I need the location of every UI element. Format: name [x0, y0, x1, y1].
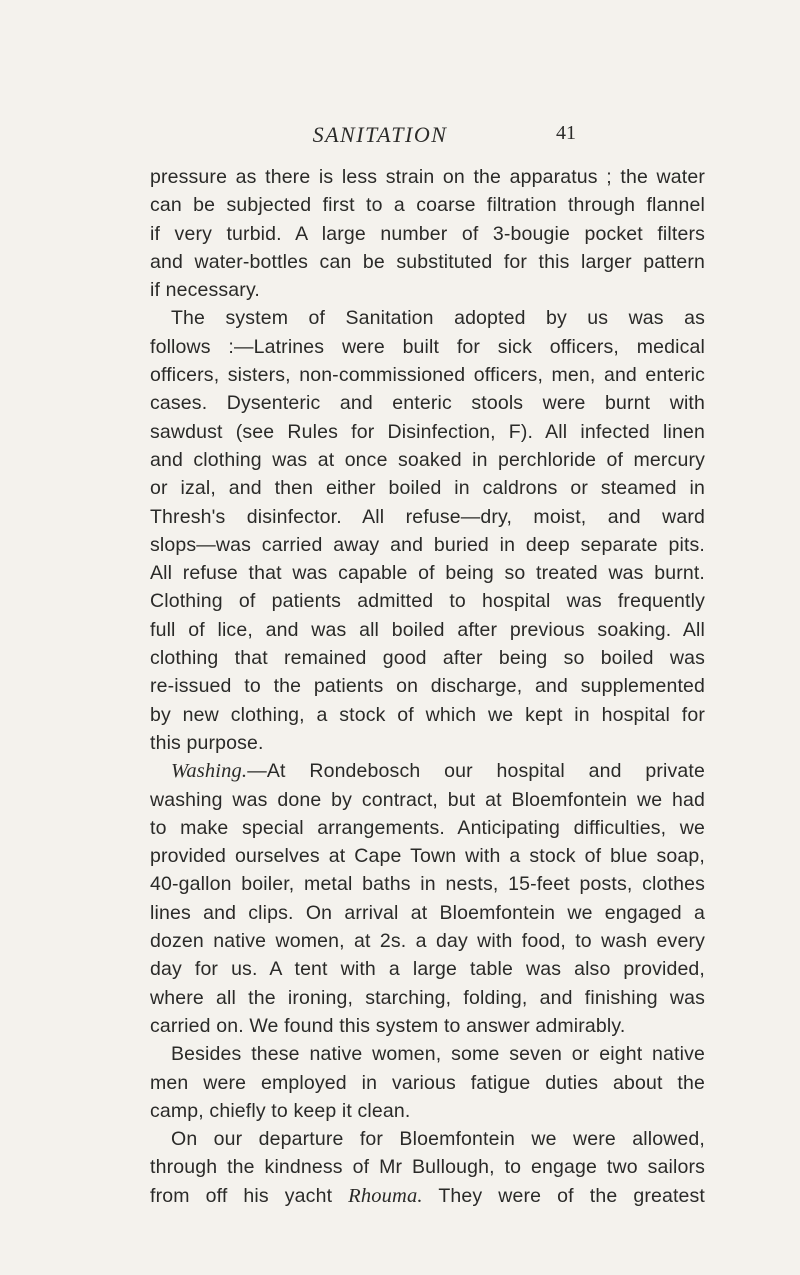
page-number: 41	[556, 122, 576, 144]
line-text: this purpose.	[150, 731, 264, 754]
line-text: Clothing of patients admitted to hospital was frequently	[150, 590, 705, 613]
text-line	[150, 559, 705, 587]
text-line	[150, 1182, 705, 1210]
text-line	[150, 1012, 705, 1040]
text-line	[150, 729, 705, 757]
line-text: follows :—Latrines were built for sick officers, medical	[150, 335, 705, 358]
line-text: or izal, and then either boiled in caldrons or steamed in	[150, 477, 705, 500]
text-line	[150, 786, 705, 814]
text-line	[150, 616, 705, 644]
line-text: carried on. We found this system to answer admirably.	[150, 1014, 626, 1037]
line-text: from off his yacht	[150, 1184, 333, 1207]
line-text: men were employed in various fatigue duties about the	[150, 1071, 705, 1094]
text-line	[150, 446, 705, 474]
line-text: camp, chiefly to keep it clean.	[150, 1099, 411, 1122]
text-line	[150, 927, 705, 955]
line-text: pressure as there is less strain on the apparatus ; the water	[150, 166, 705, 188]
italic-heading: Washing.	[171, 760, 248, 783]
line-text: The system of Sanitation adopted by us was as	[171, 307, 705, 330]
line-text: 40-gallon boiler, metal baths in nests, 15-feet posts, clothes	[150, 873, 705, 896]
line-text: re-issued to the patients on discharge, and supplemented	[150, 675, 705, 698]
text-line	[150, 1040, 705, 1068]
text-line	[150, 304, 705, 332]
text-line	[150, 1069, 705, 1097]
line-text: —At Rondebosch our hospital and private	[247, 760, 705, 783]
text-line	[150, 955, 705, 983]
line-text: through the kindness of Mr Bullough, to engage two sailors	[150, 1156, 705, 1179]
text-line	[150, 842, 705, 870]
line-text: On our departure for Bloemfontein we were allowed,	[171, 1128, 705, 1151]
line-text: can be subjected first to a coarse filtration through flannel	[150, 194, 705, 217]
text-line	[150, 757, 705, 785]
text-line	[150, 276, 705, 304]
line-text: lines and clips. On arrival at Bloemfontein we engaged a	[150, 901, 705, 924]
line-text: Besides these native women, some seven or eight native	[171, 1043, 705, 1066]
text-line	[150, 248, 705, 276]
line-text: and clothing was at once soaked in perchloride of mercury	[150, 448, 705, 471]
line-text: slops—was carried away and buried in deep separate pits.	[150, 533, 705, 556]
line-text: provided ourselves at Cape Town with a stock of blue soap,	[150, 845, 705, 868]
line-text: where all the ironing, starching, folding, and finishing was	[150, 986, 705, 1009]
line-text: sawdust (see Rules for Disinfection, F). All infected linen	[150, 420, 705, 443]
text-line	[150, 1097, 705, 1125]
body-text	[150, 163, 705, 1210]
line-text: cases. Dysenteric and enteric stools were burnt with	[150, 392, 705, 415]
line-text: and water-bottles can be substituted for this larger pattern	[150, 250, 705, 273]
text-line	[150, 163, 705, 191]
text-line	[150, 531, 705, 559]
line-text: clothing that remained good after being so boiled was	[150, 647, 705, 670]
line-text: Thresh's disinfector. All refuse—dry, moist, and ward	[150, 505, 705, 528]
text-line	[150, 1153, 705, 1181]
chapter-title: SANITATION	[312, 122, 448, 147]
line-text: to make special arrangements. Anticipating difficulties, we	[150, 816, 705, 839]
line-text: officers, sisters, non-commissioned officers, men, and enteric	[150, 364, 705, 387]
line-text: day for us. A tent with a large table was also provided,	[150, 958, 705, 981]
italic-name: Rhouma.	[348, 1184, 423, 1207]
text-line	[150, 503, 705, 531]
line-text: washing was done by contract, but at Bloemfontein we had	[150, 788, 705, 811]
text-line	[150, 701, 705, 729]
line-text: if very turbid. A large number of 3-bougie pocket filters	[150, 222, 705, 245]
text-line	[150, 474, 705, 502]
text-line	[150, 814, 705, 842]
text-line	[150, 418, 705, 446]
text-line	[150, 191, 705, 219]
running-header	[0, 122, 800, 152]
text-line	[150, 672, 705, 700]
text-line	[150, 644, 705, 672]
text-line	[150, 899, 705, 927]
text-line	[150, 587, 705, 615]
line-text: if necessary.	[150, 279, 260, 302]
line-text: dozen native women, at 2s. a day with food, to wash every	[150, 930, 705, 953]
text-line	[150, 361, 705, 389]
text-line	[150, 984, 705, 1012]
text-line	[150, 220, 705, 248]
line-text-tail: They were of the greatest	[422, 1184, 705, 1207]
text-line	[150, 870, 705, 898]
text-line	[150, 333, 705, 361]
line-text: All refuse that was capable of being so treated was burnt.	[150, 562, 705, 585]
line-text: full of lice, and was all boiled after previous soaking. All	[150, 618, 705, 641]
text-line	[150, 389, 705, 417]
line-text: by new clothing, a stock of which we kept in hospital for	[150, 703, 705, 726]
text-line	[150, 1125, 705, 1153]
